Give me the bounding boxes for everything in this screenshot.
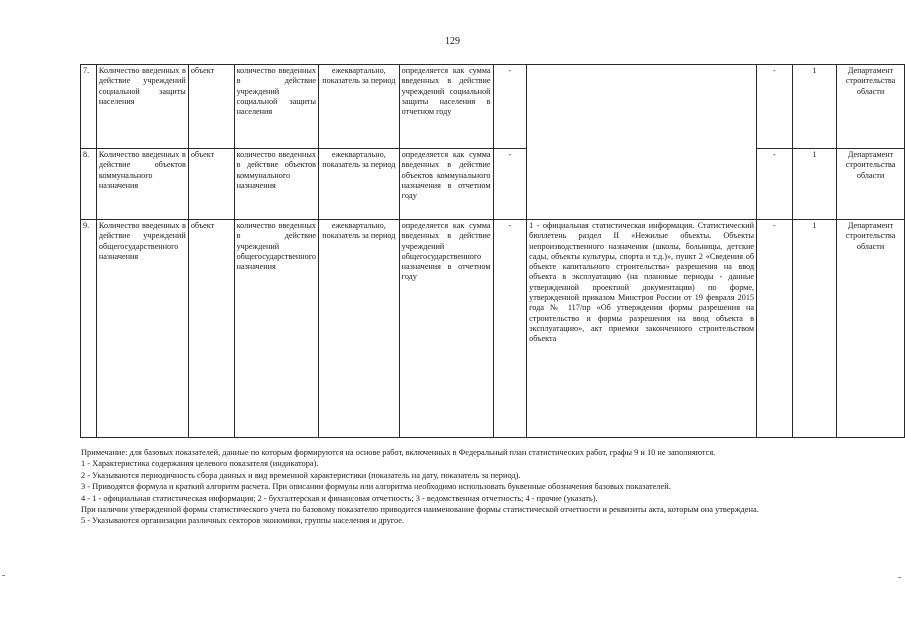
note-line: При наличии утвержденной формы статистического учета по базовому показателю приводится наименование формы статистической отчетности и реквизиты акта, которым она утверждена. (81, 505, 759, 515)
scan-edge-mark (898, 577, 901, 578)
indicator-name: Количество введенных в действие учреждений социальной защиты населения (96, 65, 188, 149)
responsible-cell: - (757, 220, 793, 438)
algorithm-cell: определяется как сумма введенных в действие учреждений общегосударственного назначения в отчетном году (399, 220, 493, 438)
unit-cell: объект (188, 65, 234, 149)
table-row (81, 220, 905, 438)
organization-cell: Департамент строительства области (837, 220, 905, 438)
unit-cell: объект (188, 149, 234, 220)
page-number: 129 (445, 36, 460, 47)
note-line: 4 - 1 - официальная статистическая информация; 2 - бухгалтерская и финансовая отчетность; 3 - ведомственная отчетность; 4 - прочие (указать). (81, 493, 598, 503)
unit-cell: объект (188, 220, 234, 438)
responsible-cell: - (757, 65, 793, 149)
algorithm-cell: определяется как сумма введенных в действие учреждений социальной защиты населения в отчетном году (399, 65, 493, 149)
note-line: 1 - Характеристика содержания целевого показателя (индикатора). (81, 459, 319, 469)
scan-edge-mark (2, 575, 5, 576)
number-cell: 1 (792, 149, 837, 220)
row-number: 9. (81, 220, 97, 438)
definition-cell: количество введенных в действие учреждений социальной защиты населения (234, 65, 318, 149)
frequency-cell: ежеквартально, показатель за период (318, 149, 399, 220)
base-indicator-cell: - (493, 149, 527, 220)
algorithm-cell: определяется как сумма введенных в действие объектов коммунального назначения в отчетном году (399, 149, 493, 220)
definition-cell: количество введенных в действие объектов коммунального назначения (234, 149, 318, 220)
frequency-cell: ежеквартально, показатель за период (318, 220, 399, 438)
indicators-table (80, 64, 905, 438)
number-cell: 1 (792, 220, 837, 438)
method-cell: 1 - официальная статистическая информация. Статистический бюллетень раздел II «Нежилые объекты. Объекты непроизводственного назначения (школы, больницы, детские сады, объекты культуры, спорта и т.д.)», пункт 2 «Сведения об объекте капитального строительства» разрешения на ввод объекта в эксплуатацию (на плановые периоды - данные утвержденной проектной документации) по форме, утвержденной приказом Минстроя России от 19 февраля 2015 года № 117/пр «Об утверждении формы разрешения на строительство и формы разрешения на ввод объекта в эксплуатацию», акт приемки законченного строительством объекта (527, 220, 757, 438)
footnotes (81, 447, 865, 527)
note-line: 3 - Приводятся формула и краткий алгоритм расчета. При описании формулы или алгоритма необходимо использовать буквенные обозначения базовых показателей. (81, 482, 671, 492)
note-line: Примечание: для базовых показателей, данные по которым формируются на основе работ, включенных в Федеральный план статистических работ, графы 9 и 10 не заполняются. (81, 448, 716, 457)
note-line: 2 - Указываются периодичность сбора данных и вид временной характеристики (показатель на дату, показатель за период). (81, 470, 521, 480)
definition-cell: количество введенных в действие учреждений общегосударственного назначения (234, 220, 318, 438)
number-cell: 1 (792, 65, 837, 149)
responsible-cell: - (757, 149, 793, 220)
organization-cell: Департамент строительства области (837, 65, 905, 149)
organization-cell: Департамент строительства области (837, 149, 905, 220)
row-number: 7. (81, 65, 97, 149)
indicator-name: Количество введенных в действие учреждений общегосударственного назначения (96, 220, 188, 438)
base-indicator-cell: - (493, 65, 527, 149)
frequency-cell: ежеквартально, показатель за период (318, 65, 399, 149)
base-indicator-cell: - (493, 220, 527, 438)
table-row (81, 65, 905, 149)
note-line: 5 - Указываются организации различных секторов экономики, группы населения и другое. (81, 516, 405, 526)
indicator-name: Количество введенных в действие объектов коммунального назначения (96, 149, 188, 220)
table-row (81, 149, 905, 220)
row-number: 8. (81, 149, 97, 220)
method-cell (527, 65, 757, 220)
